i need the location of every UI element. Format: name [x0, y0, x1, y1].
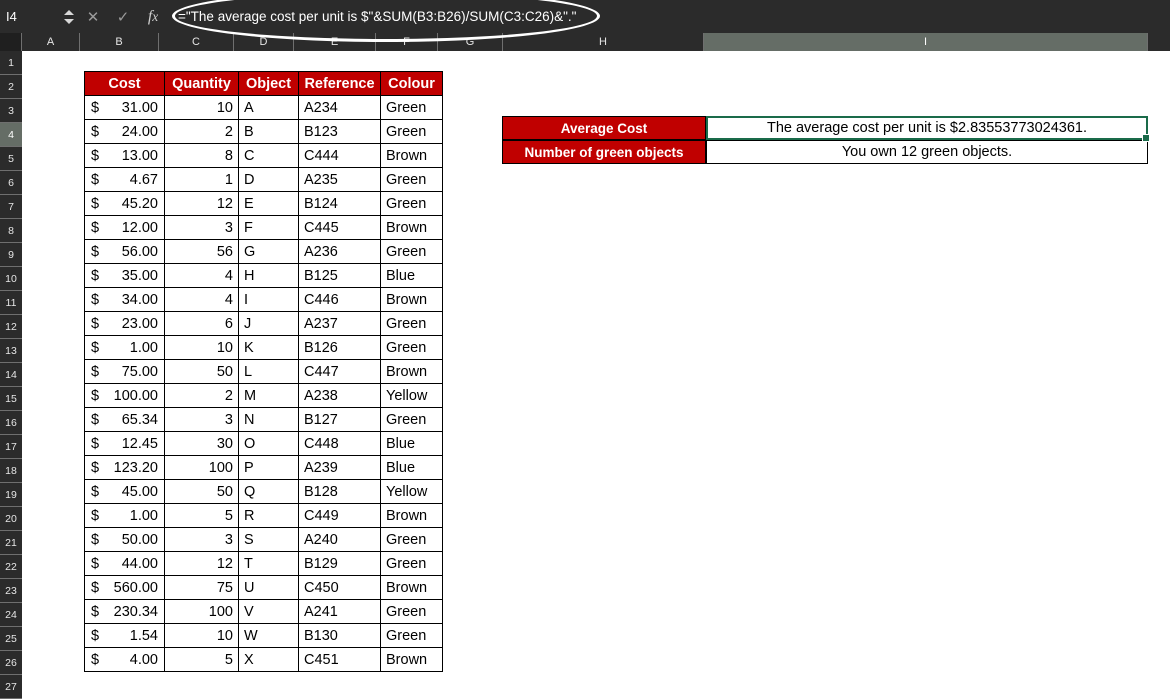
row-header-2[interactable]: 2 [0, 75, 22, 99]
currency-symbol: $ [91, 219, 100, 236]
name-box[interactable]: I4 [6, 9, 17, 24]
currency-symbol: $ [91, 243, 100, 260]
cell-colour[interactable]: Green [381, 552, 443, 576]
cell-quantity[interactable]: 10 [165, 336, 239, 360]
name-box-spinner[interactable] [60, 0, 78, 33]
cost-amount: 13.00 [121, 147, 158, 164]
column-header-g[interactable]: G [438, 33, 503, 51]
cell-object[interactable]: X [239, 648, 299, 672]
currency-symbol: $ [91, 579, 100, 596]
table-row [85, 288, 443, 312]
table-row [85, 144, 443, 168]
cell-object[interactable]: B [239, 120, 299, 144]
cost-amount: 50.00 [121, 531, 158, 548]
inventory-table [84, 71, 443, 672]
cell-object[interactable]: Q [239, 480, 299, 504]
table-row [85, 456, 443, 480]
currency-symbol: $ [91, 459, 100, 476]
cell-reference[interactable]: A241 [299, 600, 381, 624]
cell-colour[interactable]: Blue [381, 264, 443, 288]
cell-cost[interactable] [85, 648, 165, 672]
currency-symbol: $ [91, 123, 100, 140]
cell-reference[interactable]: B124 [299, 192, 381, 216]
row-header-18[interactable]: 18 [0, 459, 22, 483]
table-row [85, 648, 443, 672]
row-header-12[interactable]: 12 [0, 315, 22, 339]
cell-colour[interactable]: Brown [381, 216, 443, 240]
cell-quantity[interactable]: 3 [165, 408, 239, 432]
cell-object[interactable]: P [239, 456, 299, 480]
cell-colour[interactable]: Yellow [381, 480, 443, 504]
cell-quantity[interactable]: 12 [165, 552, 239, 576]
cell-cost[interactable] [85, 552, 165, 576]
cost-amount: 230.34 [113, 603, 158, 620]
cell-cost[interactable] [85, 288, 165, 312]
cell-reference[interactable]: C446 [299, 288, 381, 312]
cell-reference[interactable]: C444 [299, 144, 381, 168]
cell-object[interactable]: E [239, 192, 299, 216]
table-header-row [85, 72, 443, 96]
cost-amount: 560.00 [113, 579, 158, 596]
cell-colour[interactable]: Brown [381, 648, 443, 672]
cell-colour[interactable]: Green [381, 528, 443, 552]
cell-object[interactable]: H [239, 264, 299, 288]
cell-quantity[interactable]: 56 [165, 240, 239, 264]
cost-amount: 45.20 [121, 195, 158, 212]
column-header-quantity: Quantity [165, 72, 239, 96]
cell-quantity[interactable]: 4 [165, 288, 239, 312]
cell-object[interactable]: M [239, 384, 299, 408]
cell-colour[interactable]: Brown [381, 144, 443, 168]
table-row [85, 600, 443, 624]
cell-cost[interactable] [85, 600, 165, 624]
table-row [85, 384, 443, 408]
cost-amount: 4.67 [129, 171, 158, 188]
cell-quantity[interactable]: 5 [165, 648, 239, 672]
green-objects-row [502, 140, 1148, 164]
chevron-down-icon [64, 19, 74, 24]
table-row [85, 552, 443, 576]
cell-object[interactable]: A [239, 96, 299, 120]
currency-symbol: $ [91, 291, 100, 308]
row-header-4[interactable]: 4 [0, 123, 22, 147]
table-row [85, 120, 443, 144]
row-header-24[interactable]: 24 [0, 603, 22, 627]
currency-symbol: $ [91, 387, 100, 404]
cost-amount: 1.00 [129, 339, 158, 356]
cell-reference[interactable]: B129 [299, 552, 381, 576]
cell-cost[interactable] [85, 480, 165, 504]
cost-amount: 31.00 [121, 99, 158, 116]
table-row [85, 216, 443, 240]
table-row [85, 336, 443, 360]
cell-reference[interactable]: C451 [299, 648, 381, 672]
row-header-11[interactable]: 11 [0, 291, 22, 315]
row-header-10[interactable]: 10 [0, 267, 22, 291]
check-icon[interactable]: ✓ [116, 8, 130, 26]
row-header-5[interactable]: 5 [0, 147, 22, 171]
table-row [85, 408, 443, 432]
row-header-13[interactable]: 13 [0, 339, 22, 363]
cell-cost[interactable] [85, 264, 165, 288]
cell-colour[interactable]: Green [381, 408, 443, 432]
cell-cost[interactable] [85, 312, 165, 336]
cell-quantity[interactable]: 6 [165, 312, 239, 336]
cost-amount: 4.00 [129, 651, 158, 668]
cell-colour[interactable]: Brown [381, 360, 443, 384]
cell-reference[interactable]: C445 [299, 216, 381, 240]
row-header-1[interactable]: 1 [0, 51, 22, 75]
cell-quantity[interactable]: 1 [165, 168, 239, 192]
currency-symbol: $ [91, 531, 100, 548]
cell-object[interactable]: C [239, 144, 299, 168]
cell-object[interactable]: D [239, 168, 299, 192]
cell-cost[interactable] [85, 120, 165, 144]
cell-cost[interactable] [85, 192, 165, 216]
cell-object[interactable]: S [239, 528, 299, 552]
cell-cost[interactable] [85, 432, 165, 456]
cost-amount: 12.00 [121, 219, 158, 236]
cost-amount: 123.20 [113, 459, 158, 476]
cell-quantity[interactable]: 50 [165, 360, 239, 384]
cell-reference[interactable]: A239 [299, 456, 381, 480]
currency-symbol: $ [91, 195, 100, 212]
row-header-15[interactable]: 15 [0, 387, 22, 411]
row-header-19[interactable]: 19 [0, 483, 22, 507]
cell-colour[interactable]: Blue [381, 456, 443, 480]
cell-reference[interactable]: B127 [299, 408, 381, 432]
cell-colour[interactable]: Blue [381, 432, 443, 456]
cell-cost[interactable] [85, 216, 165, 240]
cell-colour[interactable]: Green [381, 624, 443, 648]
cell-reference[interactable]: B123 [299, 120, 381, 144]
column-header-cost: Cost [85, 72, 165, 96]
currency-symbol: $ [91, 147, 100, 164]
cost-amount: 44.00 [121, 555, 158, 572]
cell-cost[interactable] [85, 144, 165, 168]
cell-colour[interactable]: Green [381, 336, 443, 360]
cell-cost[interactable] [85, 408, 165, 432]
row-header-14[interactable]: 14 [0, 363, 22, 387]
cell-object[interactable]: W [239, 624, 299, 648]
cell-colour[interactable]: Green [381, 192, 443, 216]
average-cost-value[interactable]: The average cost per unit is $2.83553773024361. [706, 116, 1148, 140]
row-header-20[interactable]: 20 [0, 507, 22, 531]
row-header-23[interactable]: 23 [0, 579, 22, 603]
cost-amount: 23.00 [121, 315, 158, 332]
cell-reference[interactable]: C447 [299, 360, 381, 384]
row-header-9[interactable]: 9 [0, 243, 22, 267]
cell-reference[interactable]: B130 [299, 624, 381, 648]
cell-cost[interactable] [85, 504, 165, 528]
cell-cost[interactable] [85, 168, 165, 192]
cell-quantity[interactable]: 2 [165, 120, 239, 144]
green-objects-value[interactable]: You own 12 green objects. [706, 140, 1148, 164]
chevron-up-icon [64, 10, 74, 15]
cell-quantity[interactable]: 4 [165, 264, 239, 288]
average-cost-label: Average Cost [502, 116, 706, 140]
currency-symbol: $ [91, 435, 100, 452]
column-header-bar [0, 33, 1170, 51]
table-row [85, 432, 443, 456]
cell-colour[interactable]: Brown [381, 288, 443, 312]
table-row [85, 312, 443, 336]
currency-symbol: $ [91, 339, 100, 356]
currency-symbol: $ [91, 603, 100, 620]
currency-symbol: $ [91, 267, 100, 284]
column-header-a[interactable]: A [22, 33, 80, 51]
cell-object[interactable]: L [239, 360, 299, 384]
row-header-17[interactable]: 17 [0, 435, 22, 459]
currency-symbol: $ [91, 627, 100, 644]
cell-reference[interactable]: A240 [299, 528, 381, 552]
cell-quantity[interactable]: 8 [165, 144, 239, 168]
column-header-object: Object [239, 72, 299, 96]
cell-cost[interactable] [85, 528, 165, 552]
column-header-h[interactable]: H [503, 33, 704, 51]
cell-reference[interactable]: C448 [299, 432, 381, 456]
column-header-f[interactable]: F [376, 33, 438, 51]
cell-object[interactable]: K [239, 336, 299, 360]
table-row [85, 192, 443, 216]
cell-reference[interactable]: B125 [299, 264, 381, 288]
column-header-e[interactable]: E [294, 33, 376, 51]
currency-symbol: $ [91, 411, 100, 428]
row-header-26[interactable]: 26 [0, 651, 22, 675]
row-header-8[interactable]: 8 [0, 219, 22, 243]
cell-colour[interactable]: Green [381, 96, 443, 120]
table-row [85, 168, 443, 192]
cell-colour[interactable]: Green [381, 600, 443, 624]
column-header-c[interactable]: C [159, 33, 234, 51]
green-objects-label: Number of green objects [502, 140, 706, 164]
row-header-16[interactable]: 16 [0, 411, 22, 435]
cell-colour[interactable]: Brown [381, 576, 443, 600]
currency-symbol: $ [91, 651, 100, 668]
table-row [85, 240, 443, 264]
cell-object[interactable]: R [239, 504, 299, 528]
row-header-25[interactable]: 25 [0, 627, 22, 651]
cost-amount: 34.00 [121, 291, 158, 308]
cell-reference[interactable]: A236 [299, 240, 381, 264]
table-row [85, 528, 443, 552]
cost-amount: 24.00 [121, 123, 158, 140]
cell-cost[interactable] [85, 384, 165, 408]
cell-cost[interactable] [85, 360, 165, 384]
table-row [85, 480, 443, 504]
cell-reference[interactable]: C449 [299, 504, 381, 528]
cancel-icon[interactable]: ✕ [86, 8, 100, 26]
currency-symbol: $ [91, 315, 100, 332]
fx-icon[interactable]: f x [147, 7, 159, 25]
cost-amount: 45.00 [121, 483, 158, 500]
cost-amount: 100.00 [113, 387, 158, 404]
column-header-reference: Reference [299, 72, 381, 96]
cell-reference[interactable]: B126 [299, 336, 381, 360]
cell-reference[interactable]: C450 [299, 576, 381, 600]
cell-reference[interactable]: A235 [299, 168, 381, 192]
row-header-3[interactable]: 3 [0, 99, 22, 123]
table-row [85, 264, 443, 288]
cell-object[interactable]: O [239, 432, 299, 456]
cell-cost[interactable] [85, 240, 165, 264]
cost-amount: 75.00 [121, 363, 158, 380]
cell-object[interactable]: F [239, 216, 299, 240]
row-header-7[interactable]: 7 [0, 195, 22, 219]
cell-quantity[interactable]: 5 [165, 504, 239, 528]
cost-amount: 35.00 [121, 267, 158, 284]
cell-quantity[interactable]: 12 [165, 192, 239, 216]
table-body [85, 96, 443, 672]
cost-amount: 1.00 [129, 507, 158, 524]
average-cost-row [502, 116, 1148, 140]
cell-quantity[interactable]: 75 [165, 576, 239, 600]
column-header-colour: Colour [381, 72, 443, 96]
cell-colour[interactable]: Brown [381, 504, 443, 528]
cell-colour[interactable]: Yellow [381, 384, 443, 408]
cell-object[interactable]: N [239, 408, 299, 432]
cell-quantity[interactable]: 100 [165, 600, 239, 624]
cell-colour[interactable]: Green [381, 312, 443, 336]
cell-object[interactable]: U [239, 576, 299, 600]
cell-quantity[interactable]: 3 [165, 216, 239, 240]
row-header-6[interactable]: 6 [0, 171, 22, 195]
cell-quantity[interactable]: 50 [165, 480, 239, 504]
cell-reference[interactable]: A237 [299, 312, 381, 336]
cost-amount: 65.34 [121, 411, 158, 428]
results-block [502, 116, 1148, 164]
cell-quantity[interactable]: 30 [165, 432, 239, 456]
currency-symbol: $ [91, 363, 100, 380]
cell-reference[interactable]: A234 [299, 96, 381, 120]
cell-quantity[interactable]: 2 [165, 384, 239, 408]
cost-amount: 12.45 [121, 435, 158, 452]
cell-cost[interactable] [85, 456, 165, 480]
cell-quantity[interactable]: 10 [165, 624, 239, 648]
column-header-b[interactable]: B [80, 33, 159, 51]
currency-symbol: $ [91, 507, 100, 524]
currency-symbol: $ [91, 483, 100, 500]
cell-reference[interactable]: B128 [299, 480, 381, 504]
cell-cost[interactable] [85, 576, 165, 600]
row-header-22[interactable]: 22 [0, 555, 22, 579]
cell-object[interactable]: V [239, 600, 299, 624]
cell-colour[interactable]: Green [381, 168, 443, 192]
table-row [85, 96, 443, 120]
cell-cost[interactable] [85, 624, 165, 648]
cell-quantity[interactable]: 10 [165, 96, 239, 120]
cost-amount: 1.54 [129, 627, 158, 644]
row-header-bar [0, 51, 22, 699]
table-row [85, 576, 443, 600]
cell-colour[interactable]: Green [381, 240, 443, 264]
cell-reference[interactable]: A238 [299, 384, 381, 408]
cell-object[interactable]: I [239, 288, 299, 312]
column-header-d[interactable]: D [234, 33, 294, 51]
row-header-21[interactable]: 21 [0, 531, 22, 555]
cell-colour[interactable]: Green [381, 120, 443, 144]
cell-object[interactable]: T [239, 552, 299, 576]
formula-input[interactable]: ="The average cost per unit is $"&SUM(B3:B26)/SUM(C3:C26)&"." [178, 9, 577, 24]
cell-object[interactable]: G [239, 240, 299, 264]
currency-symbol: $ [91, 555, 100, 572]
cell-cost[interactable] [85, 336, 165, 360]
cell-quantity[interactable]: 3 [165, 528, 239, 552]
currency-symbol: $ [91, 99, 100, 116]
column-header-i[interactable]: I [704, 33, 1148, 51]
cell-object[interactable]: J [239, 312, 299, 336]
select-all-corner[interactable] [0, 33, 22, 51]
worksheet-grid[interactable] [22, 51, 1170, 682]
cell-cost[interactable] [85, 96, 165, 120]
row-header-27[interactable]: 27 [0, 675, 22, 699]
cell-quantity[interactable]: 100 [165, 456, 239, 480]
cost-amount: 56.00 [121, 243, 158, 260]
table-row [85, 504, 443, 528]
currency-symbol: $ [91, 171, 100, 188]
table-row [85, 624, 443, 648]
table-row [85, 360, 443, 384]
